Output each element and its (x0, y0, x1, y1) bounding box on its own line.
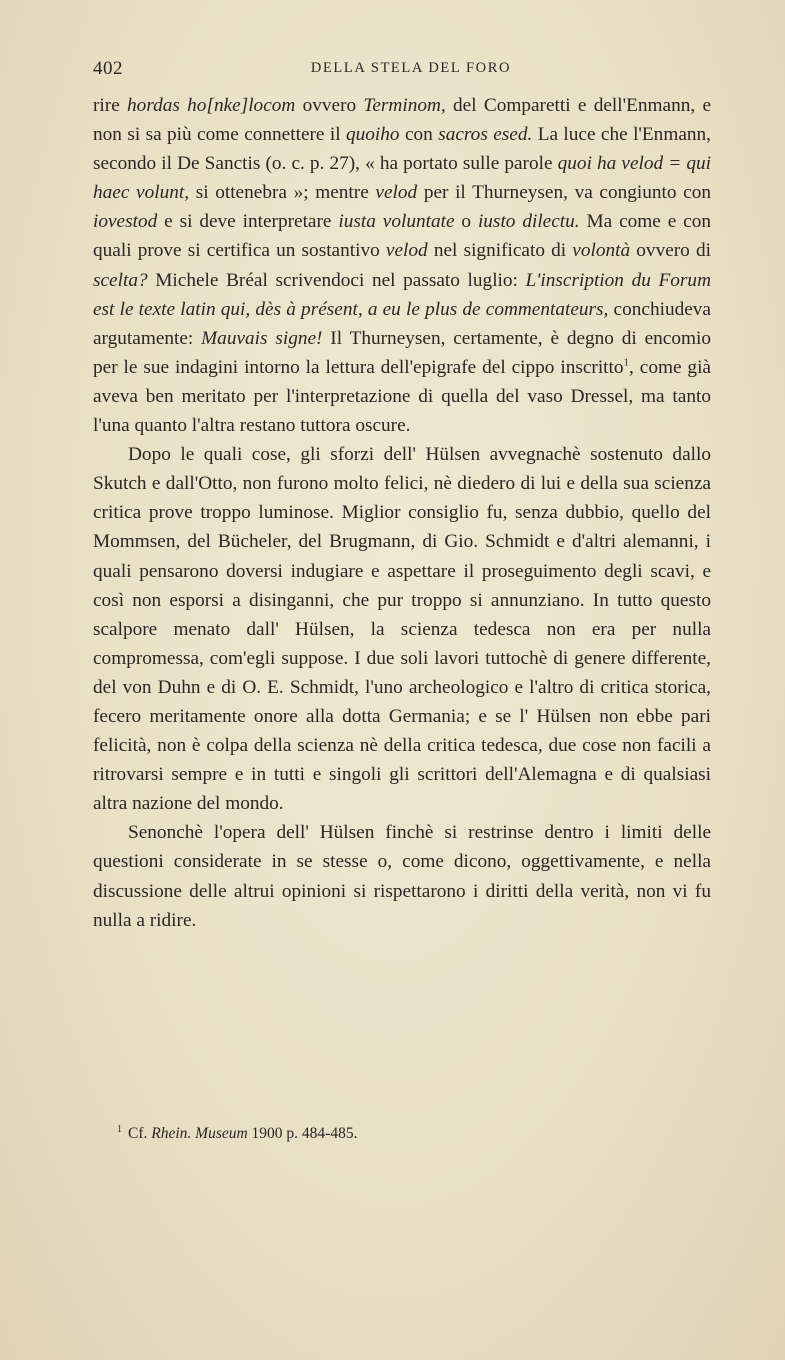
running-title: DELLA STELA DEL FORO (310, 60, 512, 76)
text-run: , come già aveva ben meritato per l'interpretazione di quella del vaso Dressel, ma tanto l'una quanto l'altra restano tuttora oscure. (93, 356, 711, 437)
paragraph-3: Senonchè l'opera dell' Hülsen finchè si restrinse dentro i limiti delle questioni considerate in se stesse o, come dicono, oggettivamente, e nella discussione delle altrui opinioni si rispettarono i diritti della verità, non vi fu nulla a ridire. (93, 822, 711, 931)
footnote-source: Rhein. Museum (151, 1125, 248, 1143)
text-run: ovvero (295, 95, 364, 116)
paragraph-1 (93, 91, 711, 440)
text-run: del Comparetti e dell'Enmann, e non si sa più come connettere il (93, 95, 711, 146)
paragraph-2: Dopo le quali cose, gli sforzi dell' Hülsen avvegnachè sostenuto dallo Skutch e dall'Otto, non furono molto felici, nè diedero di lui e della sua scienza critica prove troppo luminose. Miglior consiglio fu, senza dubbio, quello del Mommsen, del Bücheler, del Brugmann, di Gio. Schmidt e d'altri alemanni, i quali pensarono doversi indugiare e aspettare il proseguimento degli scavi, e così non esporsi a disinganni, che pur troppo si annunziano. In tutto questo scalpore menato dall' Hülsen, la scienza tedesca non era per nulla compromessa, com'egli suppose. I due soli lavori tuttochè di genere differente, del von Duhn e di O. E. Schmidt, l'uno archeologico e l'altro di critica storica, fecero meritamente onore alla dotta Germania; e se l' Hülsen non ebbe pari felicità, non è colpa della scienza nè della critica tedesca, due cose non facili a ritrovarsi sempre e in tutti e singoli gli scrittori dell'Alemagna e di qualsiasi altra nazione del mondo. (93, 444, 711, 815)
italic-run: iusto dilectu. (477, 211, 580, 233)
italic-run: Terminom, (363, 95, 446, 116)
italic-run: velod (375, 182, 418, 204)
text-run: Ma come e con quali prove si certifica un sostantivo (93, 211, 712, 262)
italic-run: quoiho (346, 124, 400, 146)
italic-run: iovestod (93, 211, 158, 233)
italic-run: L'inscription du Forum est le texte latin qui, dès à présent, a eu le plus de commentateurs, (93, 269, 711, 320)
italic-run: quoi ha velod = qui haec volunt, (93, 153, 711, 204)
italic-run: volontà (572, 240, 631, 262)
italic-run: hordas ho[nke]locom (127, 95, 296, 116)
text-run: per il Thurneysen, va congiunto con (417, 182, 712, 204)
text-run: con (399, 124, 439, 146)
footnote-prefix: Cf. (128, 1125, 152, 1143)
italic-run: scelta? (93, 269, 148, 291)
text-run: ovvero di (630, 240, 711, 262)
italic-run: sacros esed. (438, 124, 533, 146)
text-run: rire (93, 95, 128, 116)
footnote (93, 1120, 711, 1144)
italic-run: iusta voluntate (338, 211, 455, 233)
text-run: La luce che l'Enmann, secondo il De Sanctis (o. c. p. 27), « ha portato sulle parole (93, 124, 711, 175)
text-run: o (454, 211, 478, 233)
italic-run: velod (385, 240, 428, 262)
text-run: Michele Bréal scrivendoci nel passato luglio: (147, 269, 526, 291)
body-text (93, 91, 711, 935)
page-header (93, 58, 711, 84)
page-number: 402 (93, 58, 123, 79)
text-run: e si deve interpretare (157, 211, 339, 233)
text-run: si ottenebra »; mentre (189, 182, 376, 204)
text-run: nel significato di (427, 240, 573, 262)
text-run: conchiudeva argutamente: (93, 298, 711, 349)
italic-run: Mauvais signe! (201, 327, 323, 349)
footnote-reference: 1 (623, 356, 630, 369)
footnote-ref: 1900 p. 484-485. (247, 1125, 358, 1143)
footnote-mark: 1 (117, 1124, 122, 1135)
text-run: Il Thurneysen, certamente, è degno di encomio per le sue indagini intorno la lettura dell'epigrafe del cippo inscritto (93, 327, 711, 378)
